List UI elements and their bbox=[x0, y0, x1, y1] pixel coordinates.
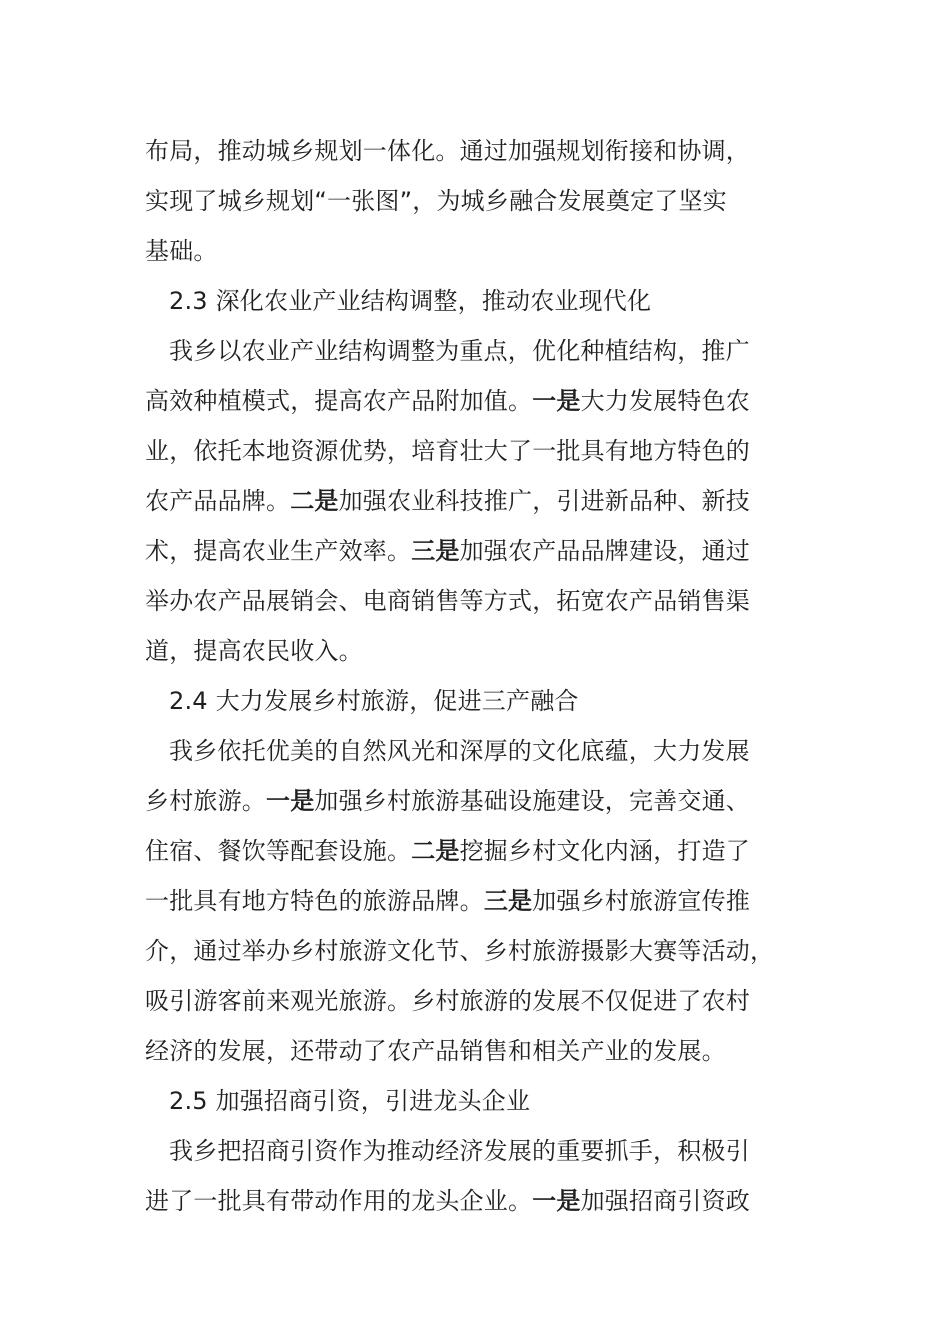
paragraph-line bbox=[145, 826, 805, 876]
text-run: 乡村旅游。 bbox=[145, 787, 266, 815]
text-run: 基础。 bbox=[145, 237, 218, 265]
paragraph-line bbox=[145, 976, 805, 1026]
text-run: 加强农业科技推广，引进新品种、新技 bbox=[338, 487, 751, 515]
text-run: 布局，推动城乡规划一体化。通过加强规划衔接和协调， bbox=[145, 137, 750, 165]
section-heading-text: 2.3 深化农业产业结构调整，推动农业现代化 bbox=[169, 287, 652, 315]
text-run: 吸引游客前来观光旅游。乡村旅游的发展不仅促进了农村 bbox=[145, 987, 750, 1015]
paragraph-line bbox=[145, 376, 805, 426]
paragraph-line bbox=[145, 176, 805, 226]
text-run: 住宿、餐饮等配套设施。 bbox=[145, 837, 412, 865]
text-run: 介，通过举办乡村旅游文化节、乡村旅游摄影大赛等活动， bbox=[145, 937, 775, 965]
paragraph-line bbox=[145, 126, 805, 176]
paragraph-line bbox=[145, 476, 805, 526]
paragraph-line bbox=[145, 776, 805, 826]
text-run: 业，依托本地资源优势，培育壮大了一批具有地方特色的 bbox=[145, 437, 750, 465]
bold-marker: 三是 bbox=[483, 887, 533, 915]
section-heading bbox=[145, 1076, 805, 1126]
text-run: 高效种植模式，提高农产品附加值。 bbox=[145, 387, 533, 415]
text-run: 经济的发展，还带动了农产品销售和相关产业的发展。 bbox=[145, 1037, 726, 1065]
text-run: 加强农产品品牌建设，通过 bbox=[459, 537, 751, 565]
text-run: 加强招商引资政 bbox=[580, 1187, 751, 1215]
paragraph-line bbox=[145, 1176, 805, 1226]
paragraph-line bbox=[145, 226, 805, 276]
paragraph-line bbox=[145, 576, 805, 626]
section-heading bbox=[145, 276, 805, 326]
text-run: 我乡把招商引资作为推动经济发展的重要抓手，积极引 bbox=[169, 1137, 750, 1165]
section-heading-text: 2.5 加强招商引资，引进龙头企业 bbox=[169, 1087, 531, 1115]
paragraph-line bbox=[145, 626, 805, 676]
text-run: 道，提高农民收入。 bbox=[145, 637, 363, 665]
paragraph-line bbox=[145, 1026, 805, 1076]
text-run: 举办农产品展销会、电商销售等方式，拓宽农产品销售渠 bbox=[145, 587, 750, 615]
section-heading-text: 2.4 大力发展乡村旅游，促进三产融合 bbox=[169, 687, 579, 715]
bold-marker: 一是 bbox=[532, 1187, 581, 1215]
paragraph-line bbox=[145, 326, 805, 376]
text-run: 一批具有地方特色的旅游品牌。 bbox=[145, 887, 484, 915]
text-run: 大力发展特色农 bbox=[580, 387, 751, 415]
paragraph-line bbox=[145, 526, 805, 576]
text-run: 实现了城乡规划“一张图”，为城乡融合发展奠定了坚实 bbox=[145, 187, 727, 215]
paragraph-line bbox=[145, 426, 805, 476]
paragraph-line bbox=[145, 876, 805, 926]
text-run: 加强乡村旅游宣传推 bbox=[532, 887, 751, 915]
document-body bbox=[145, 126, 805, 1226]
bold-marker: 二是 bbox=[290, 487, 339, 515]
paragraph-line bbox=[145, 1126, 805, 1176]
bold-marker: 二是 bbox=[411, 837, 460, 865]
paragraph-line bbox=[145, 926, 805, 976]
text-run: 进了一批具有带动作用的龙头企业。 bbox=[145, 1187, 533, 1215]
section-heading bbox=[145, 676, 805, 726]
text-run: 我乡依托优美的自然风光和深厚的文化底蕴，大力发展 bbox=[169, 737, 750, 765]
text-run: 挖掘乡村文化内涵，打造了 bbox=[459, 837, 751, 865]
paragraph-line bbox=[145, 726, 805, 776]
bold-marker: 三是 bbox=[411, 537, 460, 565]
bold-marker: 一是 bbox=[532, 387, 581, 415]
bold-marker: 一是 bbox=[266, 787, 315, 815]
text-run: 我乡以农业产业结构调整为重点，优化种植结构，推广 bbox=[169, 337, 750, 365]
text-run: 农产品品牌。 bbox=[145, 487, 291, 515]
text-run: 加强乡村旅游基础设施建设，完善交通、 bbox=[314, 787, 751, 815]
text-run: 术，提高农业生产效率。 bbox=[145, 537, 412, 565]
